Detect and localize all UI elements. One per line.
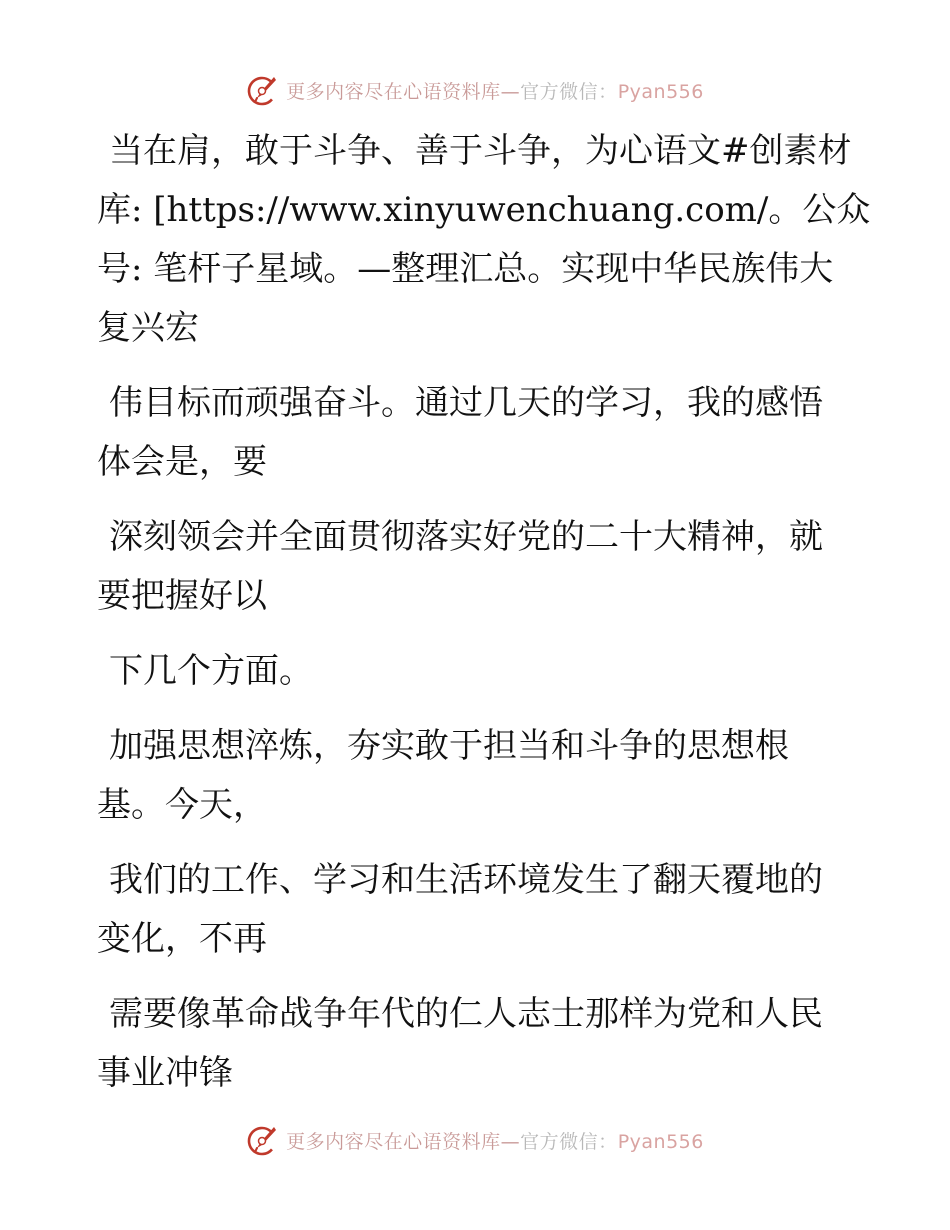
footer-watermark-inner xyxy=(246,1123,704,1157)
paragraph-line: 深刻领会并全面贯彻落实好党的二十大精神，就 xyxy=(109,517,823,557)
footer-watermark-main: 更多内容尽在心语资料库 xyxy=(286,1130,501,1153)
header-watermark-inner xyxy=(246,73,704,107)
paragraph-7 xyxy=(97,985,857,1103)
paragraph-line: 当在肩，敢于斗争、善于斗争，为心语文#创素材 xyxy=(109,131,852,171)
paragraph-line: 需要像革命战争年代的仁人志士那样为党和人民 xyxy=(109,994,823,1034)
paragraph-5 xyxy=(97,717,857,835)
paragraph-line: 要把握好以 xyxy=(97,576,267,616)
header-watermark-handle: Pyan556 xyxy=(617,80,704,103)
footer-watermark-wechat-label: 官方微信： xyxy=(520,1130,618,1153)
paragraph-line: 我们的工作、学习和生活环境发生了翻天覆地的 xyxy=(109,860,823,900)
footer-watermark-handle: Pyan556 xyxy=(617,1130,704,1153)
paragraph-line: 事业冲锋 xyxy=(97,1053,233,1093)
paragraph-line: 复兴宏 xyxy=(97,308,199,348)
paragraph-line: 伟目标而顽强奋斗。通过几天的学习，我的感悟 xyxy=(109,383,823,423)
quill-pen-circle-icon xyxy=(246,73,280,107)
paragraph-line: 下几个方面。 xyxy=(109,651,313,691)
paragraph-6 xyxy=(97,851,857,969)
paragraph-2 xyxy=(97,374,857,492)
header-watermark-separator: — xyxy=(500,80,521,103)
paragraph-3 xyxy=(97,508,857,626)
paragraph-line: 体会是，要 xyxy=(97,442,267,482)
paragraph-line: 号: 笔杆子星域。—整理汇总。实现中华民族伟大 xyxy=(97,249,834,289)
quill-pen-circle-icon xyxy=(246,1123,280,1157)
document-body xyxy=(97,122,871,1119)
paragraph-4 xyxy=(97,642,857,701)
footer-watermark-separator: — xyxy=(500,1130,521,1153)
header-watermark-text xyxy=(286,77,704,104)
paragraph-line: 加强思想淬炼，夯实敢于担当和斗争的思想根 xyxy=(109,726,789,766)
header-watermark-main: 更多内容尽在心语资料库 xyxy=(286,80,501,103)
paragraph-1 xyxy=(97,122,871,358)
header-watermark-wechat-label: 官方微信： xyxy=(520,80,618,103)
footer-watermark-banner xyxy=(0,1120,950,1160)
paragraph-line: 库: [https://www.xinyuwenchuang.com/。公众 xyxy=(97,190,871,230)
header-watermark-banner xyxy=(0,70,950,110)
paragraph-line: 基。今天， xyxy=(97,785,267,825)
paragraph-line: 变化，不再 xyxy=(97,919,267,959)
footer-watermark-text xyxy=(286,1127,704,1154)
